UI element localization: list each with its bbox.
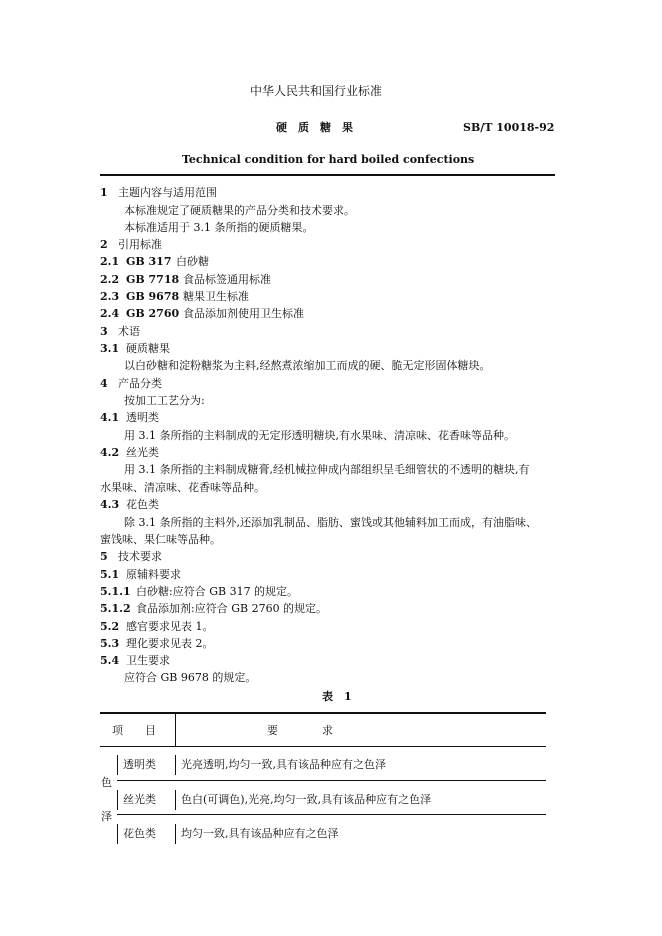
org-title: 中华人民共和国行业标准 (250, 84, 383, 98)
section-5-title: 技术要求 (118, 550, 162, 563)
table-1-caption: 表 1 (322, 690, 352, 703)
table-row-requirement: 光亮透明,均匀一致,具有该品种应有之色泽 (181, 758, 386, 771)
section-5-1-title: 原辅料要求 (126, 568, 181, 581)
section-4-3-description-line-1: 除 3.1 条所指的主料外,还添加乳制品、脂肪、蜜饯或其他辅料加工而成，有油脂味、 (124, 516, 537, 529)
section-3-1-definition: 以白砂糖和淀粉糖浆为主料,经熬煮浓缩加工而成的硬、脆无定形固体糖块。 (124, 359, 491, 372)
english-title: Technical condition for hard boiled confections (182, 153, 475, 166)
standard-code: SB/T 10018-92 (463, 121, 555, 134)
table-row-type: 花色类 (123, 827, 156, 840)
section-5-3-text: 理化要求见表 2。 (126, 637, 214, 650)
ref-item-code: GB 7718 (126, 273, 180, 286)
section-4-2-number: 4.2 (100, 446, 120, 459)
section-3-number: 3 (100, 325, 108, 338)
section-1-paragraph-2: 本标准适用于 3.1 条所指的硬质糖果。 (124, 221, 314, 234)
section-4-3-title: 花色类 (126, 498, 159, 511)
section-4-intro: 按加工工艺分为: (124, 394, 205, 407)
section-5-1-2-text: 食品添加剂:应符合 GB 2760 的规定。 (136, 602, 328, 615)
standard-title: 硬 质 糖 果 (276, 121, 353, 134)
table-group-label-top: 色 (101, 776, 112, 789)
section-1-number: 1 (100, 186, 108, 199)
ref-item-name: 食品添加剂使用卫生标准 (183, 307, 304, 320)
table-row-requirement: 色白(可调色),光亮,均匀一致,具有该品种应有之色泽 (181, 793, 432, 806)
table-column-divider (175, 824, 176, 844)
section-4-2-title: 丝光类 (126, 446, 159, 459)
table-row-requirement: 均匀一致,具有该品种应有之色泽 (181, 827, 339, 840)
table-header-divider (100, 746, 546, 747)
table-row-type: 丝光类 (123, 793, 156, 806)
table-row-divider (117, 780, 546, 781)
section-1-title: 主题内容与适用范围 (118, 186, 217, 199)
section-4-number: 4 (100, 377, 108, 390)
section-5-1-number: 5.1 (100, 568, 120, 581)
section-4-3-description-line-2: 蜜饯味、果仁味等品种。 (100, 533, 221, 546)
table-top-border (100, 712, 546, 714)
section-4-2-description-line-1: 用 3.1 条所指的主料制成糖膏,经机械拉伸成内部组织呈毛细管状的不透明的糖块,有 (124, 463, 530, 476)
table-column-divider (175, 755, 176, 775)
header-rule (100, 174, 555, 176)
ref-item-name: 食品标签通用标准 (183, 273, 271, 286)
table-row-left-bar (117, 790, 118, 810)
section-4-1-title: 透明类 (126, 411, 159, 424)
section-5-4-title: 卫生要求 (126, 654, 170, 667)
section-4-title: 产品分类 (118, 377, 162, 390)
ref-item-number: 2.4 (100, 307, 120, 320)
table-group-label-bottom: 泽 (101, 810, 112, 823)
ref-item-name: 糖果卫生标准 (183, 290, 249, 303)
section-3-1-title: 硬质糖果 (126, 342, 170, 355)
ref-item-name: 白砂糖 (176, 255, 209, 268)
section-3-1-number: 3.1 (100, 342, 120, 355)
table-row-divider (117, 814, 546, 815)
section-5-1-1-number: 5.1.1 (100, 585, 131, 598)
section-5-4-number: 5.4 (100, 654, 120, 667)
table-row-left-bar (117, 755, 118, 775)
section-2-number: 2 (100, 238, 108, 251)
ref-item-number: 2.1 (100, 255, 120, 268)
section-5-1-1-text: 白砂糖:应符合 GB 317 的规定。 (136, 585, 299, 598)
ref-item-number: 2.3 (100, 290, 120, 303)
section-5-number: 5 (100, 550, 108, 563)
table-row-type: 透明类 (123, 758, 156, 771)
ref-item-number: 2.2 (100, 273, 120, 286)
section-5-2-number: 5.2 (100, 620, 120, 633)
ref-item-code: GB 317 (126, 255, 172, 268)
section-4-2-description-line-2: 水果味、清凉味、花香味等品种。 (100, 481, 265, 494)
section-1-paragraph-1: 本标准规定了硬质糖果的产品分类和技术要求。 (124, 204, 355, 217)
section-2-title: 引用标准 (118, 238, 162, 251)
table-header-requirement: 要 求 (267, 724, 333, 737)
ref-item-code: GB 2760 (126, 307, 180, 320)
table-header-item: 项 目 (112, 724, 156, 737)
table-column-divider (175, 713, 176, 747)
section-5-4-description: 应符合 GB 9678 的规定。 (124, 671, 257, 684)
section-3-title: 术语 (118, 325, 140, 338)
section-5-2-text: 感官要求见表 1。 (126, 620, 214, 633)
section-4-1-description: 用 3.1 条所指的主料制成的无定形透明糖块,有水果味、清凉味、花香味等品种。 (124, 429, 515, 442)
table-column-divider (175, 790, 176, 810)
section-4-3-number: 4.3 (100, 498, 120, 511)
section-5-3-number: 5.3 (100, 637, 120, 650)
section-4-1-number: 4.1 (100, 411, 120, 424)
section-5-1-2-number: 5.1.2 (100, 602, 131, 615)
table-row-left-bar (117, 824, 118, 844)
ref-item-code: GB 9678 (126, 290, 180, 303)
